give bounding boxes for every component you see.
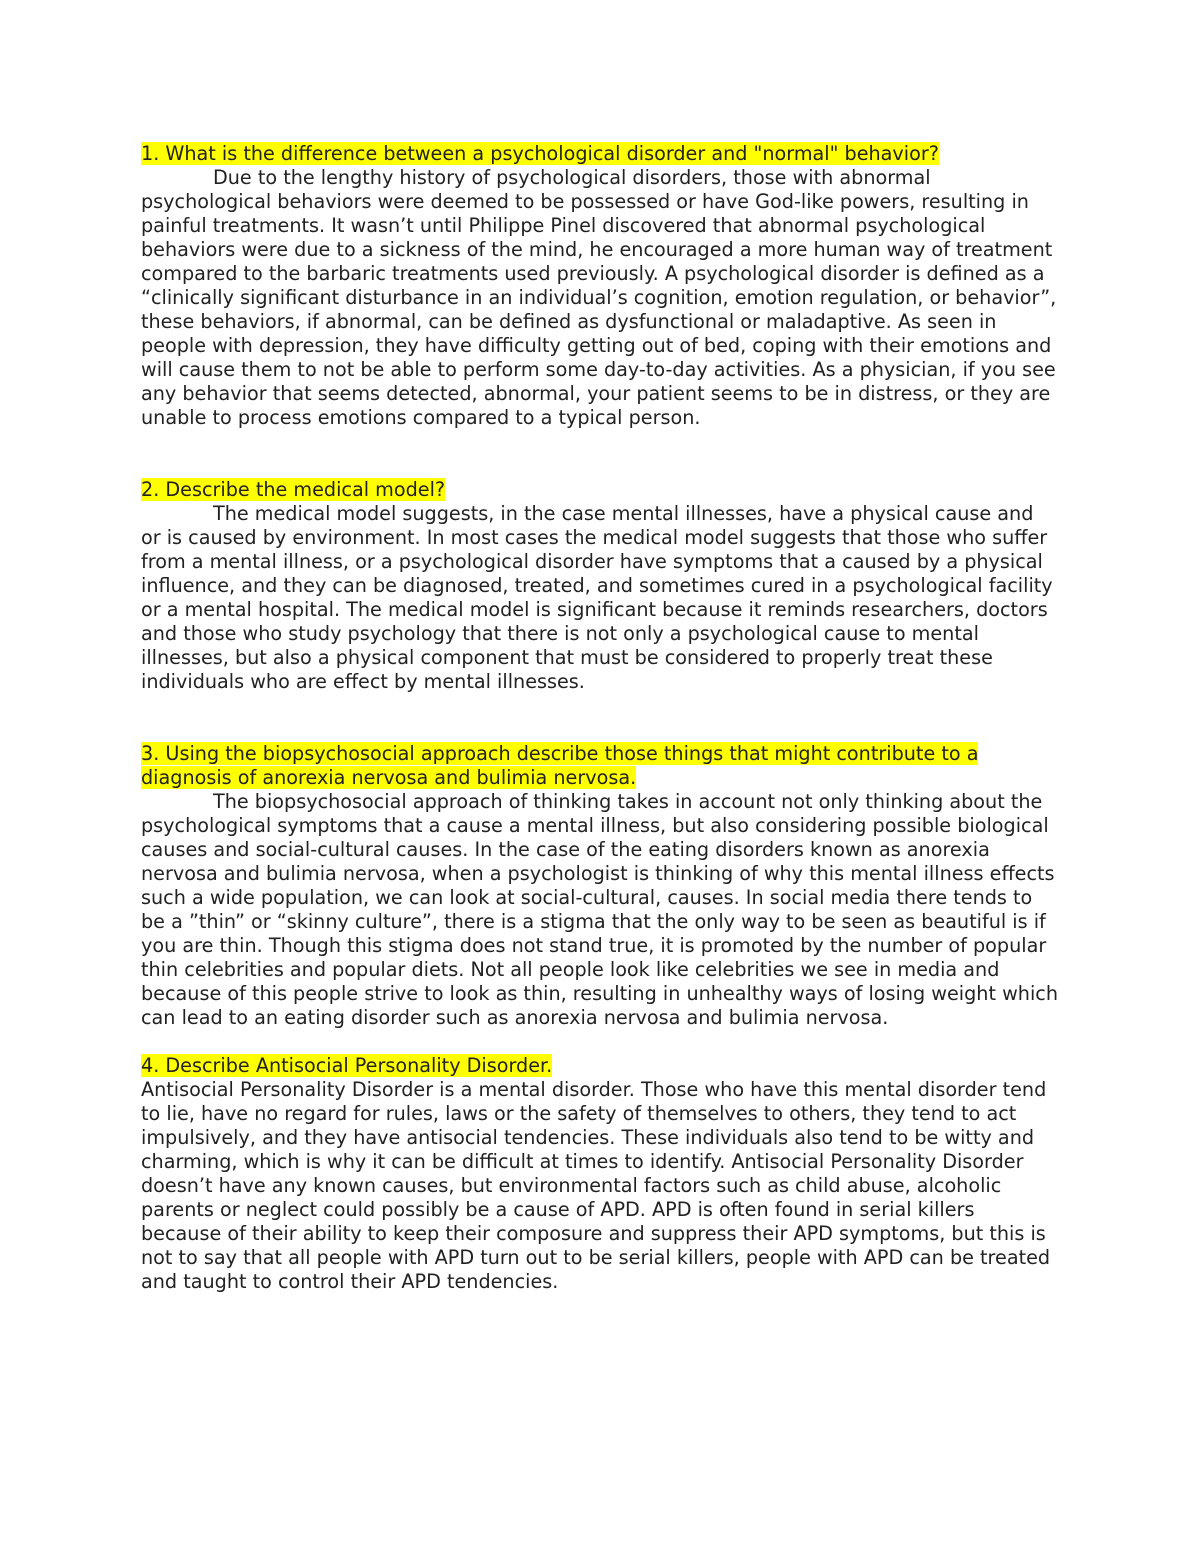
question-heading-2 [141,478,1059,502]
question-heading-1 [141,142,1059,166]
question-heading-3 [141,742,1059,790]
answer-paragraph-4: Antisocial Personality Disorder is a mental disorder. Those who have this mental disorder tend to lie, have no regard for rules, laws or the safety of themselves to others, they tend to act impulsively, and they have antisocial tendencies. These individuals also tend to be witty and charming, which is why it can be difficult at times to identify. Antisocial Personality Disorder doesn’t have any known causes, but environmental factors such as child abuse, alcoholic parents or neglect could possibly be a cause of APD. APD is often found in serial killers because of their ability to keep their composure and suppress their APD symptoms, but this is not to say that all people with APD turn out to be serial killers, people with APD can be treated and taught to control their APD tendencies. [141,1078,1051,1293]
question-heading-4 [141,1054,1059,1078]
document-body [141,142,1059,1294]
answer-paragraph-2: The medical model suggests, in the case mental illnesses, have a physical cause and or is caused by environment. In most cases the medical model suggests that those who suffer from a mental illness, or a psychological disorder have symptoms that a caused by a physical influence, and they can be diagnosed, treated, and sometimes cured in a psychological facility or a mental hospital. The medical model is significant because it reminds researchers, doctors and those who study psychology that there is not only a psychological cause to mental illnesses, but also a physical component that must be considered to properly treat these individuals who are effect by mental illnesses. [141,502,1053,693]
section-spacer [141,430,1059,478]
question-section-2 [141,478,1059,694]
question-text-3: 3. Using the biopsychosocial approach describe those things that might contribute to a diagnosis of anorexia nervosa and bulimia nervosa. [141,742,979,789]
section-spacer [141,694,1059,742]
question-text-1: 1. What is the difference between a psychological disorder and "normal" behavior? [141,142,939,165]
question-section-3 [141,742,1059,1030]
answer-paragraph-1: Due to the lengthy history of psychological disorders, those with abnormal psychological behaviors were deemed to be possessed or have God-like powers, resulting in painful treatments. It wasn’t until Philippe Pinel discovered that abnormal psychological behaviors were due to a sickness of the mind, he encouraged a more human way of treatment compared to the barbaric treatments used previously. A psychological disorder is defined as a “clinically significant disturbance in an individual’s cognition, emotion regulation, or behavior”, these behaviors, if abnormal, can be defined as dysfunctional or maladaptive. As seen in people with depression, they have difficulty getting out of bed, coping with their emotions and will cause them to not be able to perform some day-to-day activities. As a physician, if you see any behavior that seems detected, abnormal, your patient seems to be in distress, or they are unable to process emotions compared to a typical person. [141,166,1057,429]
section-spacer [141,1030,1059,1054]
question-text-2: 2. Describe the medical model? [141,478,446,501]
question-section-4 [141,1054,1059,1294]
answer-paragraph-3: The biopsychosocial approach of thinking takes in account not only thinking about the psychological symptoms that a cause a mental illness, but also considering possible biological causes and social-cultural causes. In the case of the eating disorders known as anorexia nervosa and bulimia nervosa, when a psychologist is thinking of why this mental illness effects such a wide population, we can look at social-cultural, causes. In social media there tends to be a ”thin” or “skinny culture”, there is a stigma that the only way to be seen as beautiful is if you are thin. Though this stigma does not stand true, it is promoted by the number of popular thin celebrities and popular diets. Not all people look like celebrities we see in media and because of this people strive to look as thin, resulting in unhealthy ways of losing weight which can lead to an eating disorder such as anorexia nervosa and bulimia nervosa. [141,790,1058,1029]
question-text-4: 4. Describe Antisocial Personality Disorder. [141,1054,553,1077]
question-section-1 [141,142,1059,430]
